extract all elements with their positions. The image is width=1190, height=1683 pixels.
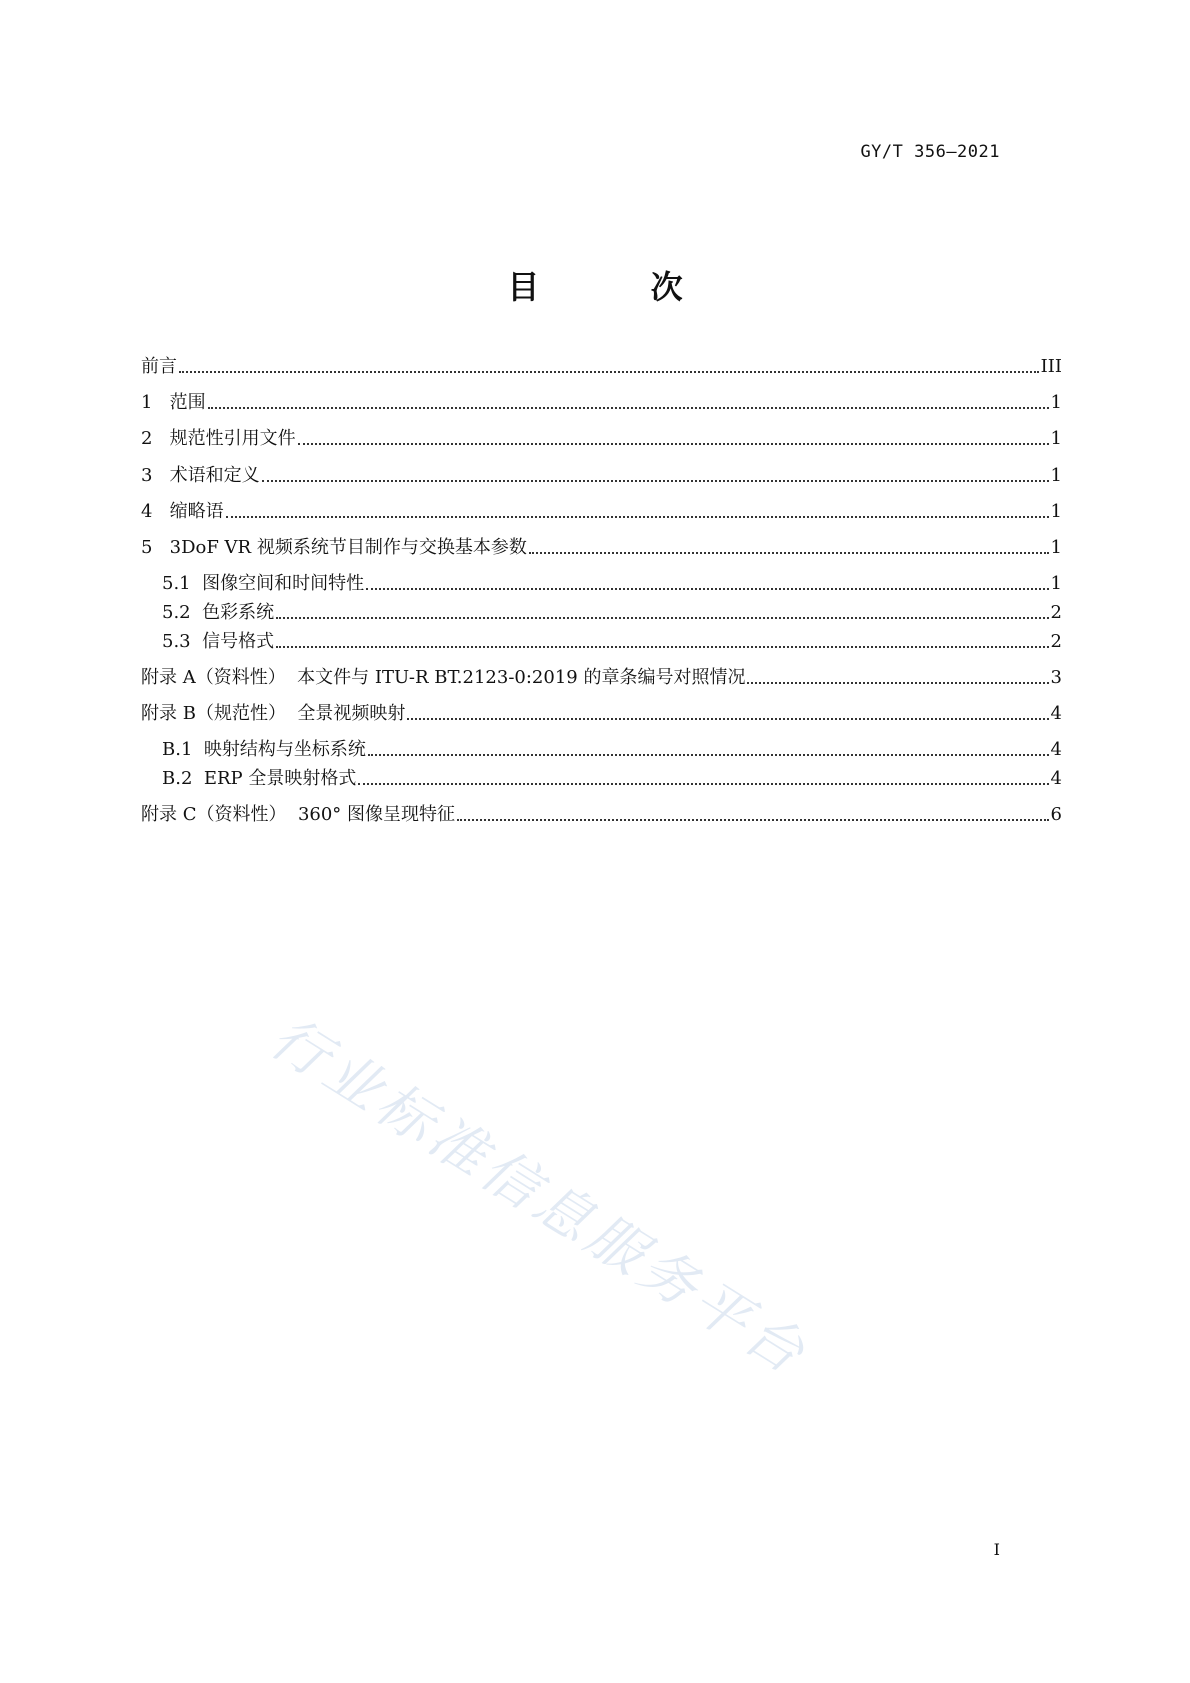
toc-entry-page: 4 — [1050, 739, 1062, 760]
toc-entry-page: 1 — [1050, 501, 1062, 522]
toc-entry-5[interactable] — [141, 535, 1062, 561]
toc-entry-label: 信号格式 — [202, 631, 275, 652]
toc-entry-page: 2 — [1050, 631, 1062, 652]
toc-entry-label: 图像空间和时间特性 — [202, 573, 365, 594]
toc-entry-page: 2 — [1050, 602, 1062, 623]
toc-entry-label: 全景视频映射 — [297, 703, 406, 724]
standard-code: GY/T 356—2021 — [860, 142, 1000, 162]
toc-entry-label: 规范性引用文件 — [169, 428, 296, 449]
toc-entry-5-1[interactable] — [162, 571, 1062, 597]
toc-leader-dots — [179, 371, 1039, 373]
toc-leader-dots — [358, 783, 1048, 785]
toc-leader-dots — [276, 646, 1048, 648]
toc-entry-5-3[interactable] — [162, 629, 1062, 655]
toc-entry-label: 缩略语 — [169, 501, 224, 522]
watermark-text: 行业标准信息服务平台 — [259, 1005, 820, 1389]
toc-entry-number: 附录 B（规范性） — [141, 703, 298, 724]
toc-leader-dots — [226, 516, 1049, 518]
toc-entry-4[interactable] — [141, 499, 1062, 525]
toc-entry-number: 5 — [141, 537, 170, 558]
toc-entry-3[interactable] — [141, 463, 1062, 489]
toc-entry-page: III — [1040, 356, 1062, 377]
toc-entry-number: B.1 — [162, 739, 204, 760]
toc-entry-label: 360° 图像呈现特征 — [297, 804, 456, 825]
toc-entry-page: 1 — [1050, 537, 1062, 558]
toc-entry-page: 6 — [1050, 804, 1062, 825]
toc-entry-page: 1 — [1050, 465, 1062, 486]
toc-leader-dots — [529, 552, 1049, 554]
toc-entry-number: 1 — [141, 392, 170, 413]
toc-entry-page: 3 — [1050, 667, 1062, 688]
toc-entry-page: 1 — [1050, 573, 1062, 594]
toc-leader-dots — [298, 443, 1049, 445]
toc-entry-label: 3DoF VR 视频系统节目制作与交换基本参数 — [169, 537, 527, 558]
toc-entry-annex-b[interactable] — [141, 701, 1062, 727]
toc-leader-dots — [366, 588, 1048, 590]
toc-entry-foreword[interactable] — [141, 354, 1062, 380]
toc-entry-number: 3 — [141, 465, 170, 486]
toc-entry-label: 映射结构与坐标系统 — [203, 739, 366, 760]
toc-leader-dots — [276, 617, 1048, 619]
toc-entry-number: 附录 A（资料性） — [141, 667, 298, 688]
toc-entry-label: ERP 全景映射格式 — [203, 768, 357, 789]
toc-entry-1[interactable] — [141, 390, 1062, 416]
toc-leader-dots — [208, 407, 1049, 409]
toc-entry-b-2[interactable] — [162, 766, 1062, 792]
toc-entry-annex-a[interactable] — [141, 665, 1062, 691]
toc-entry-label: 前言 — [141, 356, 177, 377]
toc-leader-dots — [457, 819, 1049, 821]
toc-leader-dots — [262, 480, 1049, 482]
toc-entry-number: 4 — [141, 501, 170, 522]
toc-entry-page: 4 — [1050, 768, 1062, 789]
toc-entry-annex-c[interactable] — [141, 802, 1062, 828]
toc-entry-label: 本文件与 ITU-R BT.2123-0:2019 的章条编号对照情况 — [297, 667, 746, 688]
toc-entry-page: 4 — [1050, 703, 1062, 724]
toc-entry-number: 2 — [141, 428, 170, 449]
toc-entry-label: 范围 — [169, 392, 206, 413]
page-title: 目 次 — [507, 268, 733, 306]
toc-entry-page: 1 — [1050, 392, 1062, 413]
toc-entry-number: 附录 C（资料性） — [141, 804, 298, 825]
toc-entry-number: 5.3 — [162, 631, 203, 652]
toc-entry-b-1[interactable] — [162, 737, 1062, 763]
toc-entry-5-2[interactable] — [162, 600, 1062, 626]
toc-leader-dots — [407, 718, 1048, 720]
toc-entry-number: 5.2 — [162, 602, 203, 623]
toc-entry-label: 术语和定义 — [169, 465, 260, 486]
toc-entry-2[interactable] — [141, 426, 1062, 452]
toc-entry-number: 5.1 — [162, 573, 203, 594]
toc-entry-page: 1 — [1050, 428, 1062, 449]
toc-leader-dots — [368, 754, 1049, 756]
toc-leader-dots — [747, 682, 1048, 684]
toc-entry-label: 色彩系统 — [202, 602, 275, 623]
page-number: I — [993, 1540, 1000, 1559]
toc-entry-number: B.2 — [162, 768, 204, 789]
